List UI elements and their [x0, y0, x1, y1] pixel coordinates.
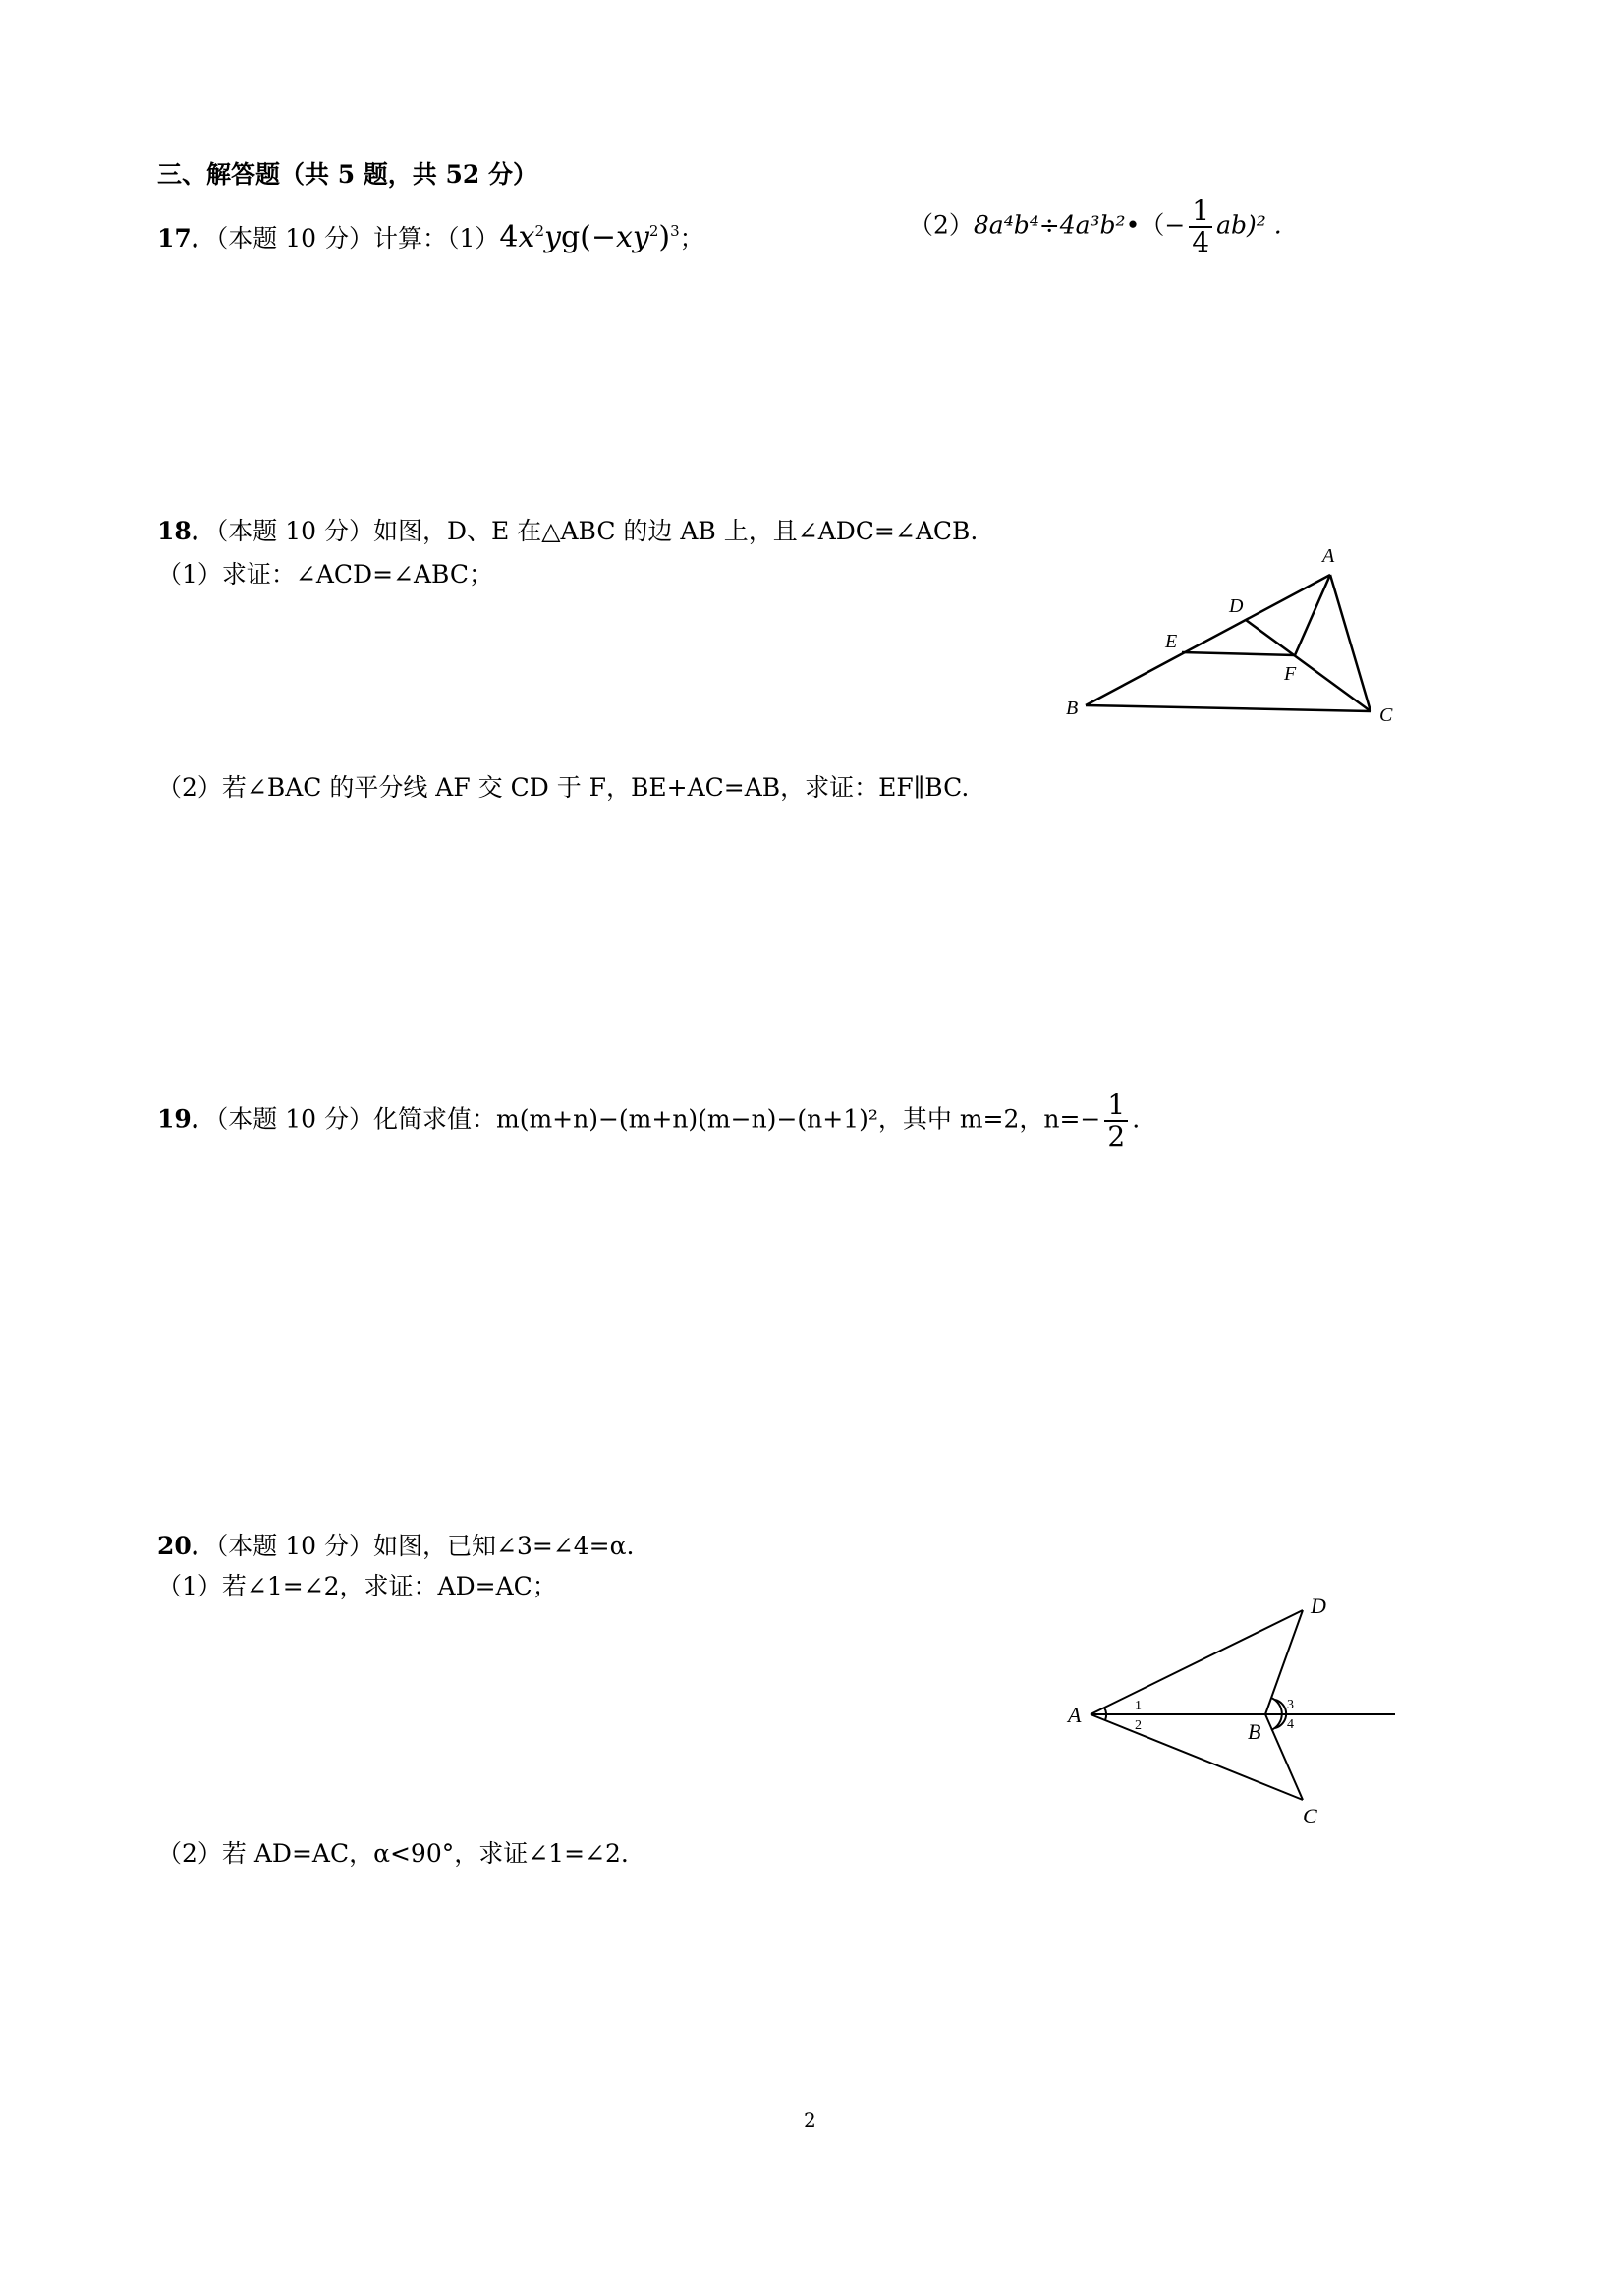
question-19-line: 19．（本题 10 分）化简求值：m(m+n)−(m+n)(m−n)−(n+1)²，其中 m=2，n=− $\frac{1}{2}$ .	[157, 1089, 1141, 1152]
fraction-one-quarter: $\frac{1}{4}$	[1189, 196, 1212, 257]
question-18-number: 18．	[157, 517, 216, 545]
question-20-part2: （2）若 AD=AC，α<90°，求证∠1=∠2.	[157, 1839, 629, 1868]
section-title: 三、解答题（共 5 题，共 52 分）	[157, 160, 538, 189]
label-D: D	[1229, 595, 1244, 617]
angle-label-1: 1	[1135, 1699, 1142, 1713]
fraction-one-half: $\frac{1}{2}$	[1104, 1091, 1128, 1151]
question-20-part1: （1）若∠1=∠2，求证：AD=AC；	[157, 1572, 557, 1600]
label-D: D	[1311, 1594, 1326, 1618]
label-A: A	[1322, 545, 1335, 567]
angle-label-3: 3	[1287, 1698, 1294, 1712]
question-20-text: （本题 10 分）如图，已知∠3=∠4=α.	[215, 1532, 635, 1560]
angle-label-2: 2	[1135, 1718, 1142, 1733]
label-B: B	[1248, 1719, 1261, 1744]
q17-part1-expression: $4x^2yg(-xy^2)^3$	[499, 220, 680, 254]
question-18-part1: （1）求证：∠ACD=∠ABC；	[157, 560, 493, 588]
question-19-number: 19．	[157, 1104, 216, 1134]
question-17-line: 17．（本题 10 分）计算：$(1)4x^2yg(-xy^2)^3$；	[157, 220, 704, 254]
question-17-number: 17．	[157, 224, 216, 252]
question-19-text: （本题 10 分）化简求值：m(m+n)−(m+n)(m−n)−(n+1)²，其中 m=2，n=−	[215, 1104, 1101, 1134]
label-C: C	[1303, 1804, 1317, 1827]
arrow-figure-q20	[1061, 1592, 1405, 1827]
question-17-prefix: （本题 10 分）计算：（1）	[215, 224, 500, 252]
question-20-number: 20．	[157, 1532, 216, 1560]
question-18-line	[157, 515, 978, 548]
question-17-part2: （2）8a⁴b⁴÷4a³b²•（− $\frac{1}{4}$ ab)² .	[909, 195, 1282, 258]
label-E: E	[1165, 631, 1178, 652]
label-A: A	[1068, 1703, 1082, 1727]
triangle-figure-q18	[1051, 535, 1405, 732]
label-C: C	[1379, 704, 1393, 726]
angle-label-4: 4	[1287, 1717, 1294, 1732]
question-20-line	[157, 1530, 634, 1563]
q17-part2-expression: 8a⁴b⁴÷4a³b²	[973, 210, 1126, 240]
question-18-part2: （2）若∠BAC 的平分线 AF 交 CD 于 F，BE+AC=AB，求证：EF∥BC.	[157, 773, 970, 802]
question-18-text: （本题 10 分）如图，D、E 在△ABC 的边 AB 上，且∠ADC=∠ACB.	[215, 517, 979, 545]
label-B: B	[1066, 698, 1079, 719]
label-F: F	[1284, 663, 1297, 685]
page-number: 2	[804, 2108, 816, 2132]
